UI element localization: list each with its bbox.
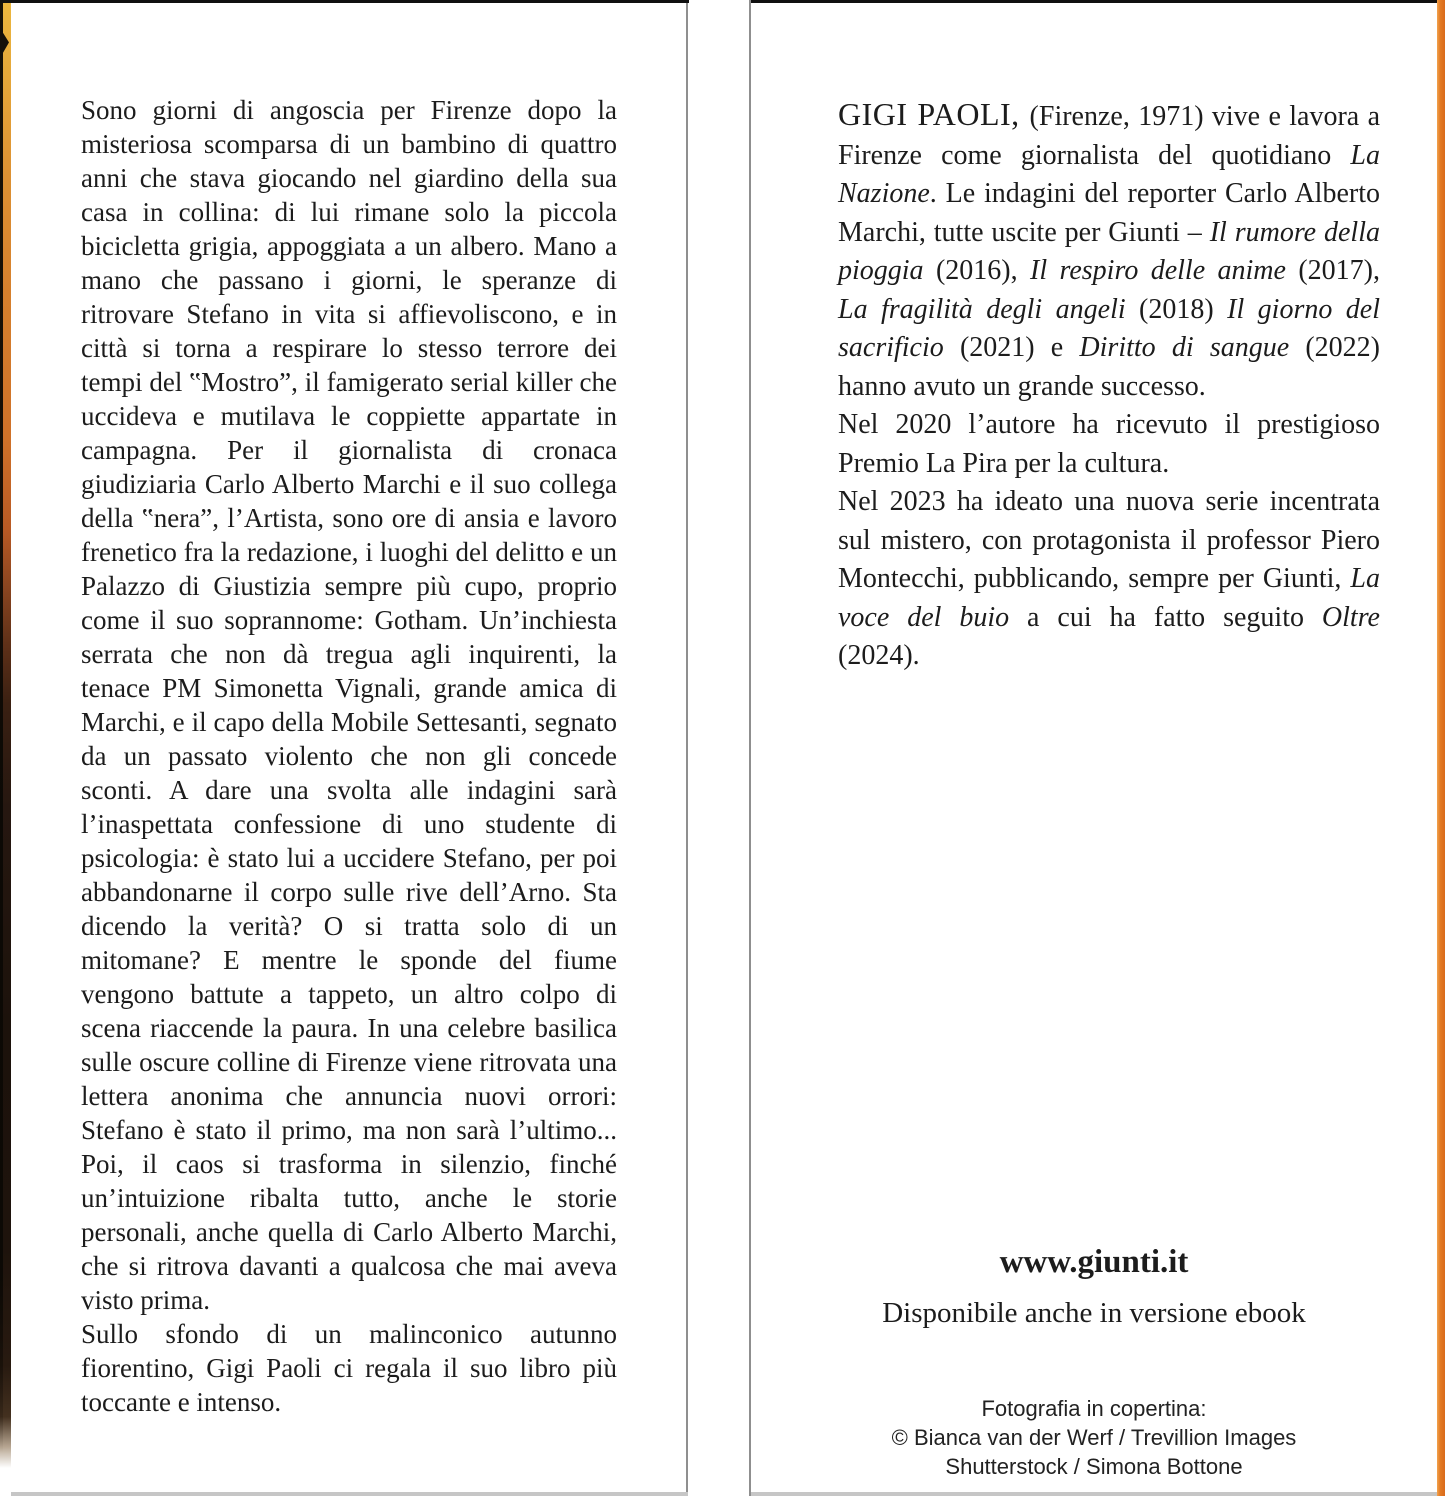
spine-notch-shape <box>0 28 9 58</box>
bio-paragraph-3: Nel 2023 ha ideato una nuova serie incentrata sul mistero, con protagonista il professor Piero Montecchi, pubblicando, sempre per Giunti, La voce del buio a cui ha fatto seguito Oltre (2024). <box>838 486 1380 671</box>
left-flap-panel <box>11 0 688 1496</box>
right-panel-top-rule <box>751 0 1445 3</box>
photo-credits-line-3: Shutterstock / Simona Bottone <box>945 1454 1243 1479</box>
synopsis-paragraph-1: Sono giorni di angoscia per Firenze dopo la misteriosa scomparsa di un bambino di quattro anni che stava giocando nel giardino della sua casa in collina: di lui rimane solo la piccola bicicletta grigia, appoggiata a un albero. Mano a mano che passano i giorni, le speranze di ritrovare Stefano in vita si affievoliscono, e in città si torna a respirare lo stesso terrore dei tempi del ‟Mostro”, il famigerato serial killer che uccideva e mutilava le coppiette appartate in campagna. Per il giornalista di cronaca giudiziaria Carlo Alberto Marchi e il suo collega della ‟nera”, l’Artista, sono ore di ansia e lavoro frenetico fra la redazione, i luoghi del delitto e un Palazzo di Giustizia sempre più cupo, proprio come il suo soprannome: Gotham. Un’inchiesta serrata che non dà tregua agli inquirenti, la tenace PM Simonetta Vignali, grande amica di Marchi, e il capo della Mobile Settesanti, segnato da un passato violento che non gli concede sconti. A dare una svolta alle indagini sarà l’inaspettata confessione di uno studente di psicologia: è stato lui a uccidere Stefano, per poi abbandonarne il corpo sulle rive dell’Arno. Sta dicendo la verità? O si tratta solo di un mitomane? E mentre le sponde del fiume vengono battute a tappeto, un altro colpo di scena riaccende la paura. In una celebre basilica sulle oscure colline di Firenze viene ritrovata una lettera anonima che annuncia nuovi orrori: Stefano è stato il primo, ma non sarà l’ultimo... Poi, il caos si trasforma in silenzio, finché un’intuizione ribalta tutto, anche le storie personali, anche quella di Carlo Alberto Marchi, che si ritrova davanti a qualcosa che mai aveva visto prima. <box>81 95 617 1315</box>
left-panel-bottom-rule <box>11 1492 688 1496</box>
publisher-website-url: www.giunti.it <box>999 1244 1189 1280</box>
synopsis-paragraph-2: Sullo sfondo di un malinconico autunno fiorentino, Gigi Paoli ci regala il suo libro più toccante e intenso. <box>81 1319 617 1417</box>
bio-paragraph-1: GIGI PAOLI, (Firenze, 1971) vive e lavora a Firenze come giornalista del quotidiano La Nazione. Le indagini del reporter Carlo Alberto Marchi, tutte uscite per Giunti – Il rumore della pioggia (2016), Il respiro delle anime (2017), La fragilità degli angeli (2018) Il giorno del sacrificio (2021) e Diritto di sangue (2022) hanno avuto un grande successo. <box>838 96 1380 402</box>
author-bio <box>838 95 1380 676</box>
right-panel-bottom-rule <box>751 1492 1437 1496</box>
photo-credits-line-2: © Bianca van der Werf / Trevillion Images <box>891 1425 1297 1450</box>
cover-edge-strip <box>1437 0 1445 1496</box>
synopsis-text <box>81 93 617 1419</box>
spine-edge-strip <box>0 0 11 1468</box>
photo-credits <box>751 1394 1437 1481</box>
left-panel-top-rule <box>0 0 689 3</box>
bio-paragraph-2: Nel 2020 l’autore ha ricevuto il prestigioso Premio La Pira per la cultura. <box>838 409 1380 479</box>
ebook-availability-note: Disponibile anche in versione ebook <box>882 1297 1306 1329</box>
photo-credits-line-1: Fotografia in copertina: <box>981 1396 1207 1421</box>
